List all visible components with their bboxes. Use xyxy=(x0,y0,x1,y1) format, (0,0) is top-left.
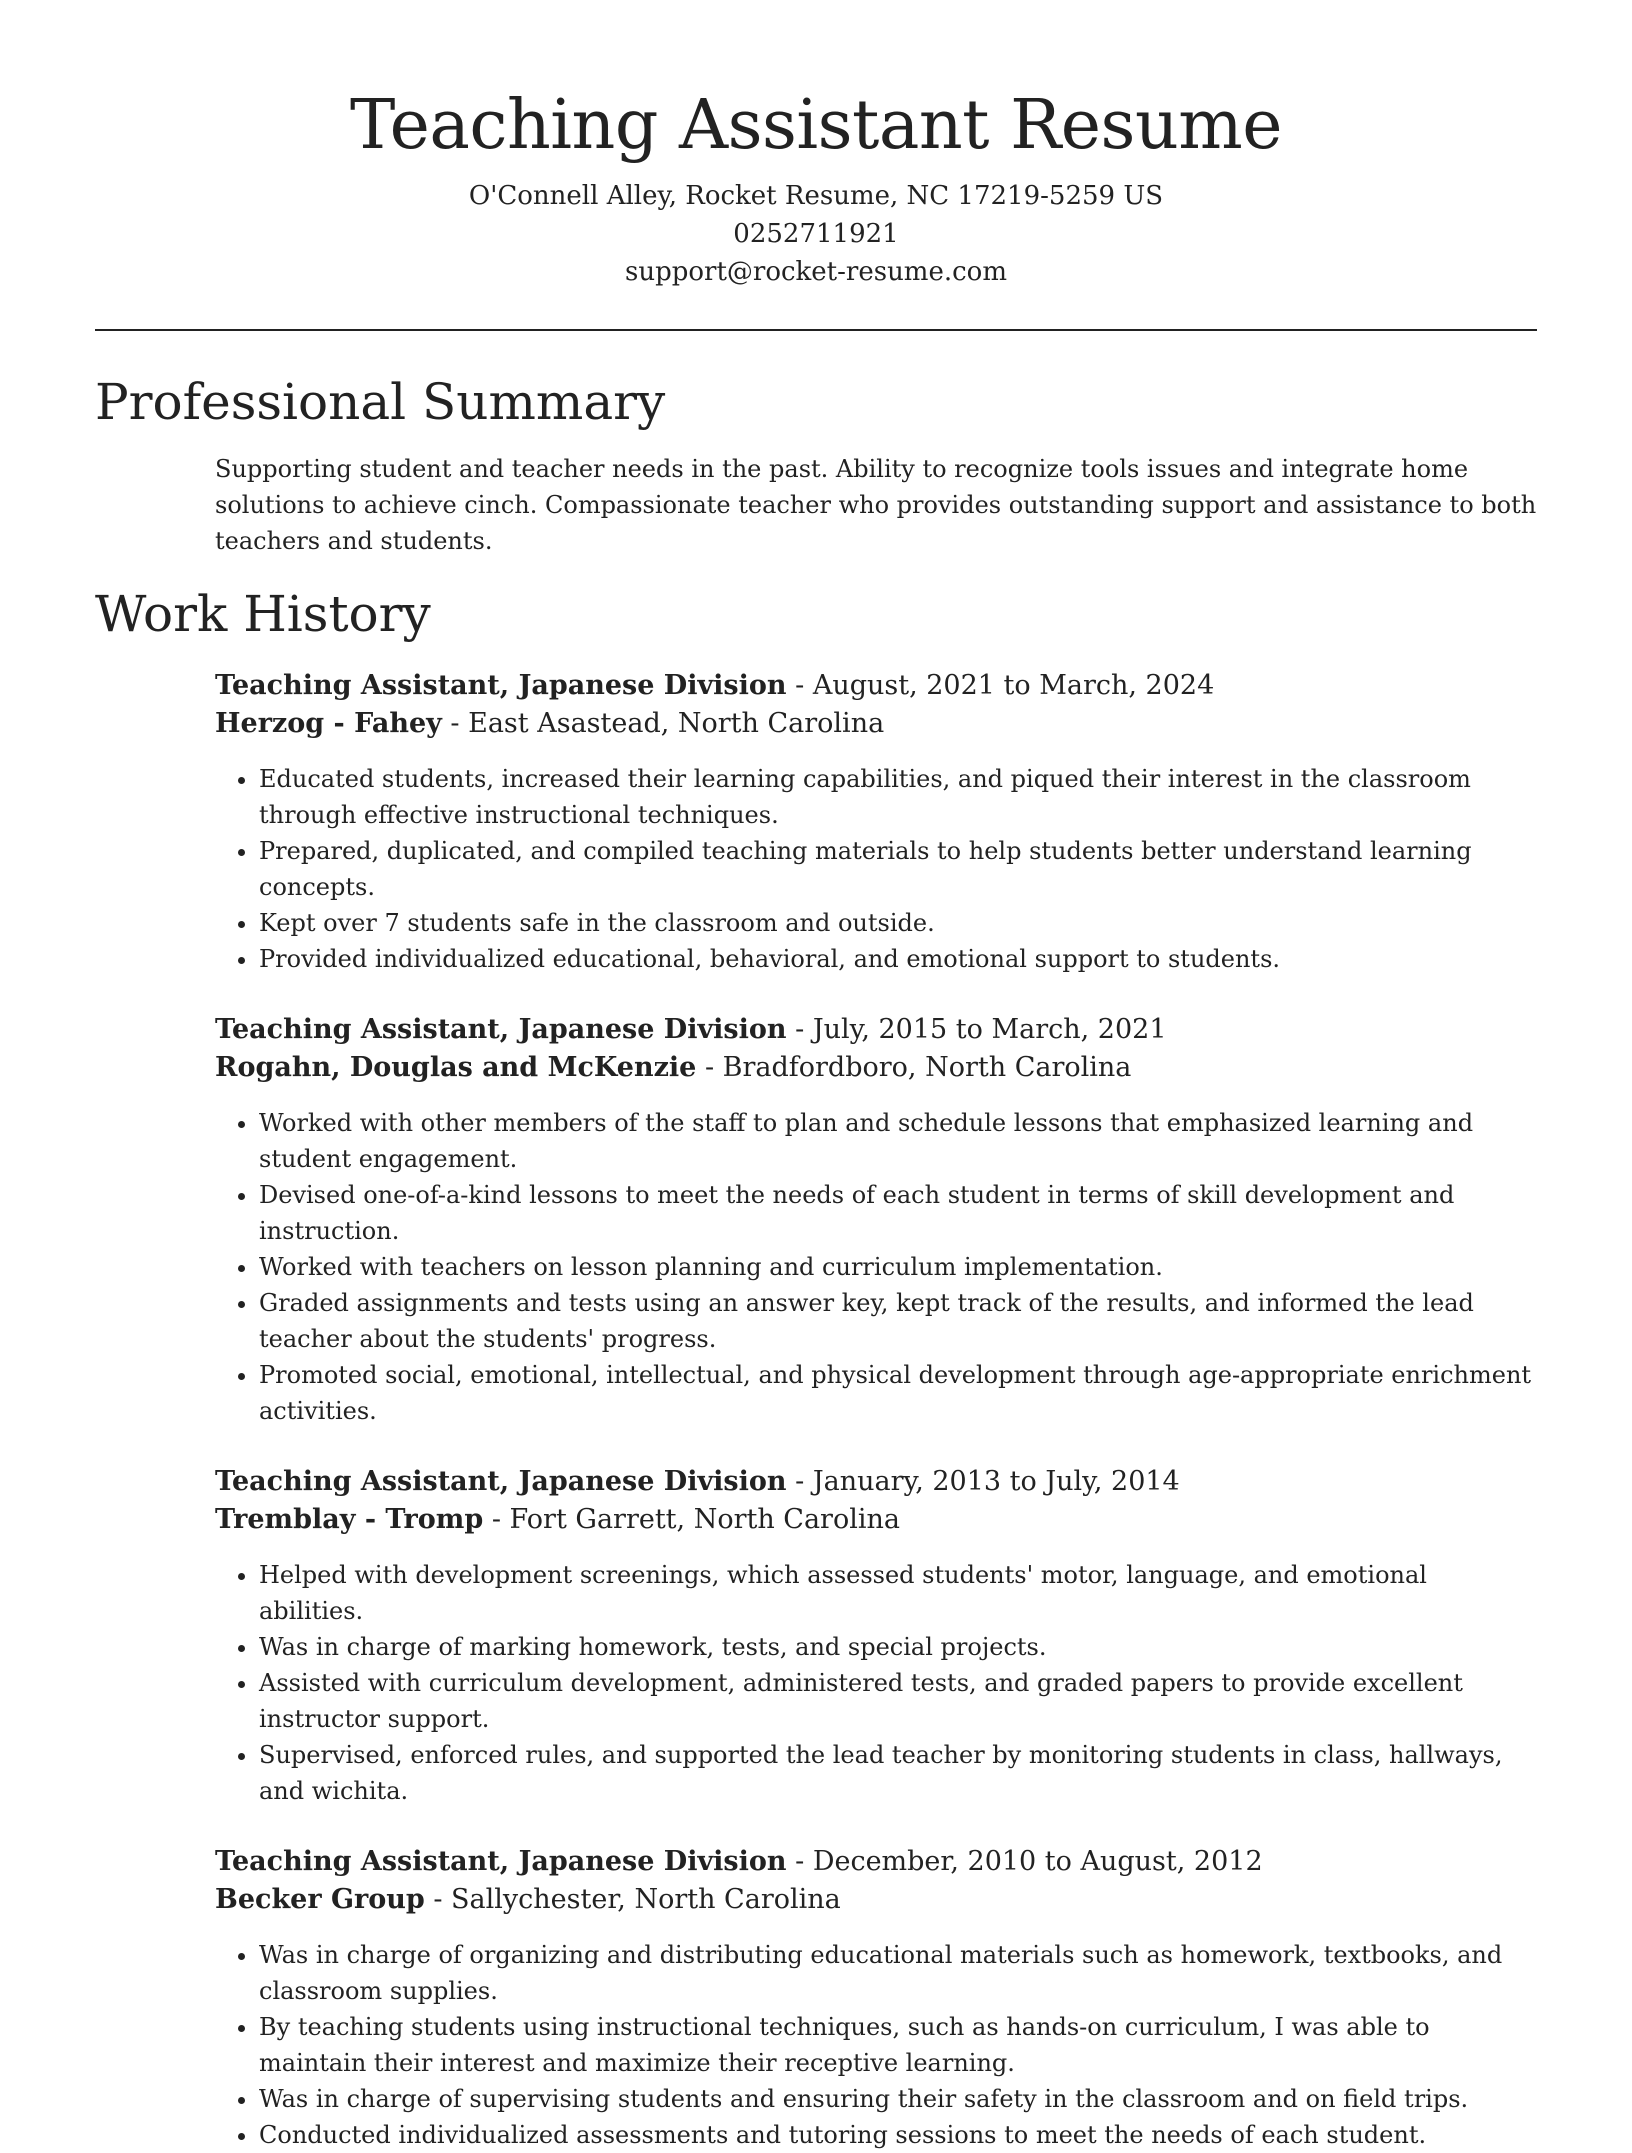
job-entry xyxy=(215,1843,1537,2153)
job-duty: • Was in charge of organizing and distributing educational materials such as homework, textbooks, and classroom supplies. xyxy=(259,1937,1537,2009)
job-header xyxy=(215,1843,1537,1919)
summary-text: Supporting student and teacher needs in the past. Ability to recognize tools issues and integrate home solutions to achieve cinch. Compassionate teacher who provides outstanding support and assistance to both teachers and students. xyxy=(215,455,1537,555)
job-company: Herzog - Fahey xyxy=(215,708,442,739)
job-dates: - August, 2021 to March, 2024 xyxy=(786,670,1215,701)
job-location: - Bradfordboro, North Carolina xyxy=(696,1052,1132,1083)
resume-title: Teaching Assistant Resume xyxy=(350,86,1282,165)
job-company: Becker Group xyxy=(215,1884,425,1915)
job-duty: • Devised one-of-a-kind lessons to meet the needs of each student in terms of skill development and instruction. xyxy=(259,1177,1537,1249)
job-duties xyxy=(215,1105,1537,1429)
job-title: Teaching Assistant, Japanese Division xyxy=(215,670,787,701)
job-location: - Sallychester, North Carolina xyxy=(424,1884,841,1915)
resume-header xyxy=(95,0,1537,291)
job-entry xyxy=(215,1011,1537,1429)
contact-email: support@rocket-resume.com xyxy=(624,257,1007,287)
job-dates: - January, 2013 to July, 2014 xyxy=(786,1466,1180,1497)
job-duty: • By teaching students using instructional techniques, such as hands-on curriculum, I was able to maintain their interest and maximize their receptive learning. xyxy=(259,2009,1537,2081)
job-header xyxy=(215,1011,1537,1087)
job-dates: - July, 2015 to March, 2021 xyxy=(786,1014,1167,1045)
contact-info xyxy=(95,177,1537,291)
job-duty: • Worked with other members of the staff to plan and schedule lessons that emphasized learning and student engagement. xyxy=(259,1105,1537,1177)
job-duty: • Supervised, enforced rules, and supported the lead teacher by monitoring students in class, hallways, and wichita. xyxy=(259,1737,1537,1809)
job-dates: - December, 2010 to August, 2012 xyxy=(786,1846,1263,1877)
job-duties xyxy=(215,1557,1537,1809)
job-entry xyxy=(215,1463,1537,1809)
job-title: Teaching Assistant, Japanese Division xyxy=(215,1466,787,1497)
job-duty: • Helped with development screenings, which assessed students' motor, language, and emotional abilities. xyxy=(259,1557,1537,1629)
job-duty: • Was in charge of supervising students and ensuring their safety in the classroom and on field trips. xyxy=(259,2081,1537,2117)
professional-summary-section xyxy=(95,371,1537,559)
job-duty: • Educated students, increased their learning capabilities, and piqued their interest in the classroom through effective instructional techniques. xyxy=(259,761,1537,833)
summary-heading: Professional Summary xyxy=(95,373,666,431)
job-duty: • Promoted social, emotional, intellectual, and physical development through age-appropriate enrichment activities. xyxy=(259,1357,1537,1429)
job-duty: • Assisted with curriculum development, administered tests, and graded papers to provide excellent instructor support. xyxy=(259,1665,1537,1737)
contact-phone: 0252711921 xyxy=(733,219,899,249)
job-duty: • Provided individualized educational, behavioral, and emotional support to students. xyxy=(259,941,1537,977)
job-location: - Fort Garrett, North Carolina xyxy=(483,1504,900,1535)
job-duties xyxy=(215,1937,1537,2153)
job-duty: • Graded assignments and tests using an answer key, kept track of the results, and informed the lead teacher about the students' progress. xyxy=(259,1285,1537,1357)
job-duty: • Was in charge of marking homework, tests, and special projects. xyxy=(259,1629,1537,1665)
job-title: Teaching Assistant, Japanese Division xyxy=(215,1014,787,1045)
resume-page xyxy=(95,0,1537,2153)
job-duties xyxy=(215,761,1537,977)
job-entry xyxy=(215,667,1537,977)
job-list xyxy=(215,667,1537,2153)
job-duty: • Kept over 7 students safe in the classroom and outside. xyxy=(259,905,1537,941)
job-title: Teaching Assistant, Japanese Division xyxy=(215,1846,787,1877)
work-history-section xyxy=(95,583,1537,2153)
contact-address: O'Connell Alley, Rocket Resume, NC 17219-5259 US xyxy=(468,181,1164,211)
job-header xyxy=(215,667,1537,743)
job-duty: • Worked with teachers on lesson planning and curriculum implementation. xyxy=(259,1249,1537,1285)
job-duty: • Conducted individualized assessments and tutoring sessions to meet the needs of each student. xyxy=(259,2117,1537,2153)
job-company: Rogahn, Douglas and McKenzie xyxy=(215,1052,697,1083)
job-header xyxy=(215,1463,1537,1539)
header-divider xyxy=(95,329,1537,331)
job-duty: • Prepared, duplicated, and compiled teaching materials to help students better understand learning concepts. xyxy=(259,833,1537,905)
job-company: Tremblay - Tromp xyxy=(215,1504,484,1535)
job-location: - East Asastead, North Carolina xyxy=(441,708,885,739)
work-history-heading: Work History xyxy=(95,585,431,643)
